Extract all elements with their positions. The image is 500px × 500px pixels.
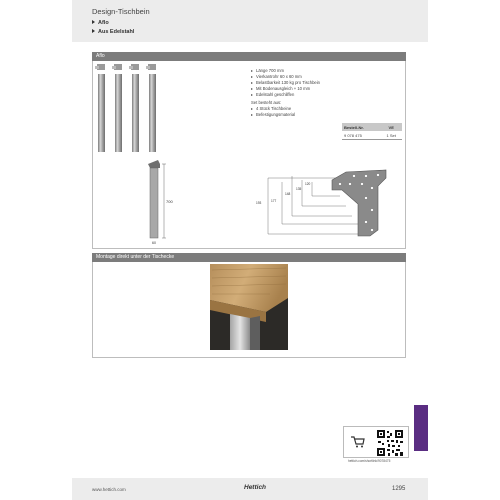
page-title: Design-Tischbein (92, 7, 150, 16)
dimension-label: 177 (271, 199, 277, 203)
dimension-label: 135 (296, 187, 302, 191)
section-bar-product: Aflo (92, 52, 406, 61)
arrow-right-icon (92, 29, 95, 33)
section-bar-mounting: Montage direkt unter der Tischecke (92, 253, 406, 262)
dimension-length: 700 (166, 199, 173, 204)
qr-code-icon (376, 429, 404, 457)
mounting-photo (210, 264, 288, 350)
breadcrumb-material[interactable]: Aus Edelstahl (92, 29, 134, 35)
leg-3 (129, 64, 139, 152)
table-header-row (342, 123, 402, 131)
product-image-legs (94, 64, 164, 154)
dimension-label: 120 (305, 182, 311, 186)
header-unit: VE (380, 123, 402, 131)
technical-drawing-leg (140, 158, 180, 246)
shopping-cart-icon (351, 436, 365, 448)
spec-item: Mit Bodenausgleich + 10 mm (251, 86, 320, 92)
spec-item: Vierkantrohr 60 x 60 mm (251, 74, 320, 80)
footer-url[interactable]: www.hettich.com (92, 487, 126, 492)
chapter-tab[interactable] (414, 405, 428, 451)
unit-value: 1 Set (380, 131, 402, 140)
bullet-icon (251, 76, 253, 78)
shop-qr-box[interactable] (343, 426, 409, 458)
table-row (342, 131, 402, 140)
leg-1 (95, 64, 105, 152)
page-footer (72, 478, 428, 500)
page-number: 1295 (392, 486, 406, 492)
header-order-number: Bestell-Nr. (342, 123, 380, 131)
dimension-label: 148 (285, 192, 291, 196)
leg-2 (112, 64, 122, 152)
bullet-icon (251, 70, 253, 72)
shop-url[interactable]: hettich.com/shortlink/9078475 (348, 459, 391, 463)
bullet-icon (251, 94, 253, 96)
order-table (342, 123, 402, 140)
set-contents-label: Set besteht aus: (251, 100, 282, 105)
breadcrumb-product[interactable]: Aflo (92, 20, 109, 26)
page-header (72, 0, 428, 42)
leg-4 (146, 64, 156, 152)
technical-drawing-mounting-plate (254, 160, 390, 240)
order-number: 9 078 475 (342, 131, 380, 140)
bullet-icon (251, 114, 253, 116)
dimension-width: 60 (152, 241, 156, 245)
set-item: 4 Stück Tischbeine (251, 106, 295, 112)
bullet-icon (251, 82, 253, 84)
mounting-plate (332, 170, 386, 236)
dimension-label: 193 (256, 201, 262, 205)
spec-item: Belastbarkeit 130 kg pro Tischbein (251, 80, 320, 86)
spec-item: Länge 700 mm (251, 68, 320, 74)
set-contents-list (251, 106, 295, 118)
set-item: Befestigungsmaterial (251, 112, 295, 118)
brand-logo: Hettich (244, 484, 267, 491)
spec-list (251, 68, 320, 98)
spec-item: Edelstahl geschliffen (251, 92, 320, 98)
bullet-icon (251, 108, 253, 110)
bullet-icon (251, 88, 253, 90)
arrow-right-icon (92, 20, 95, 24)
